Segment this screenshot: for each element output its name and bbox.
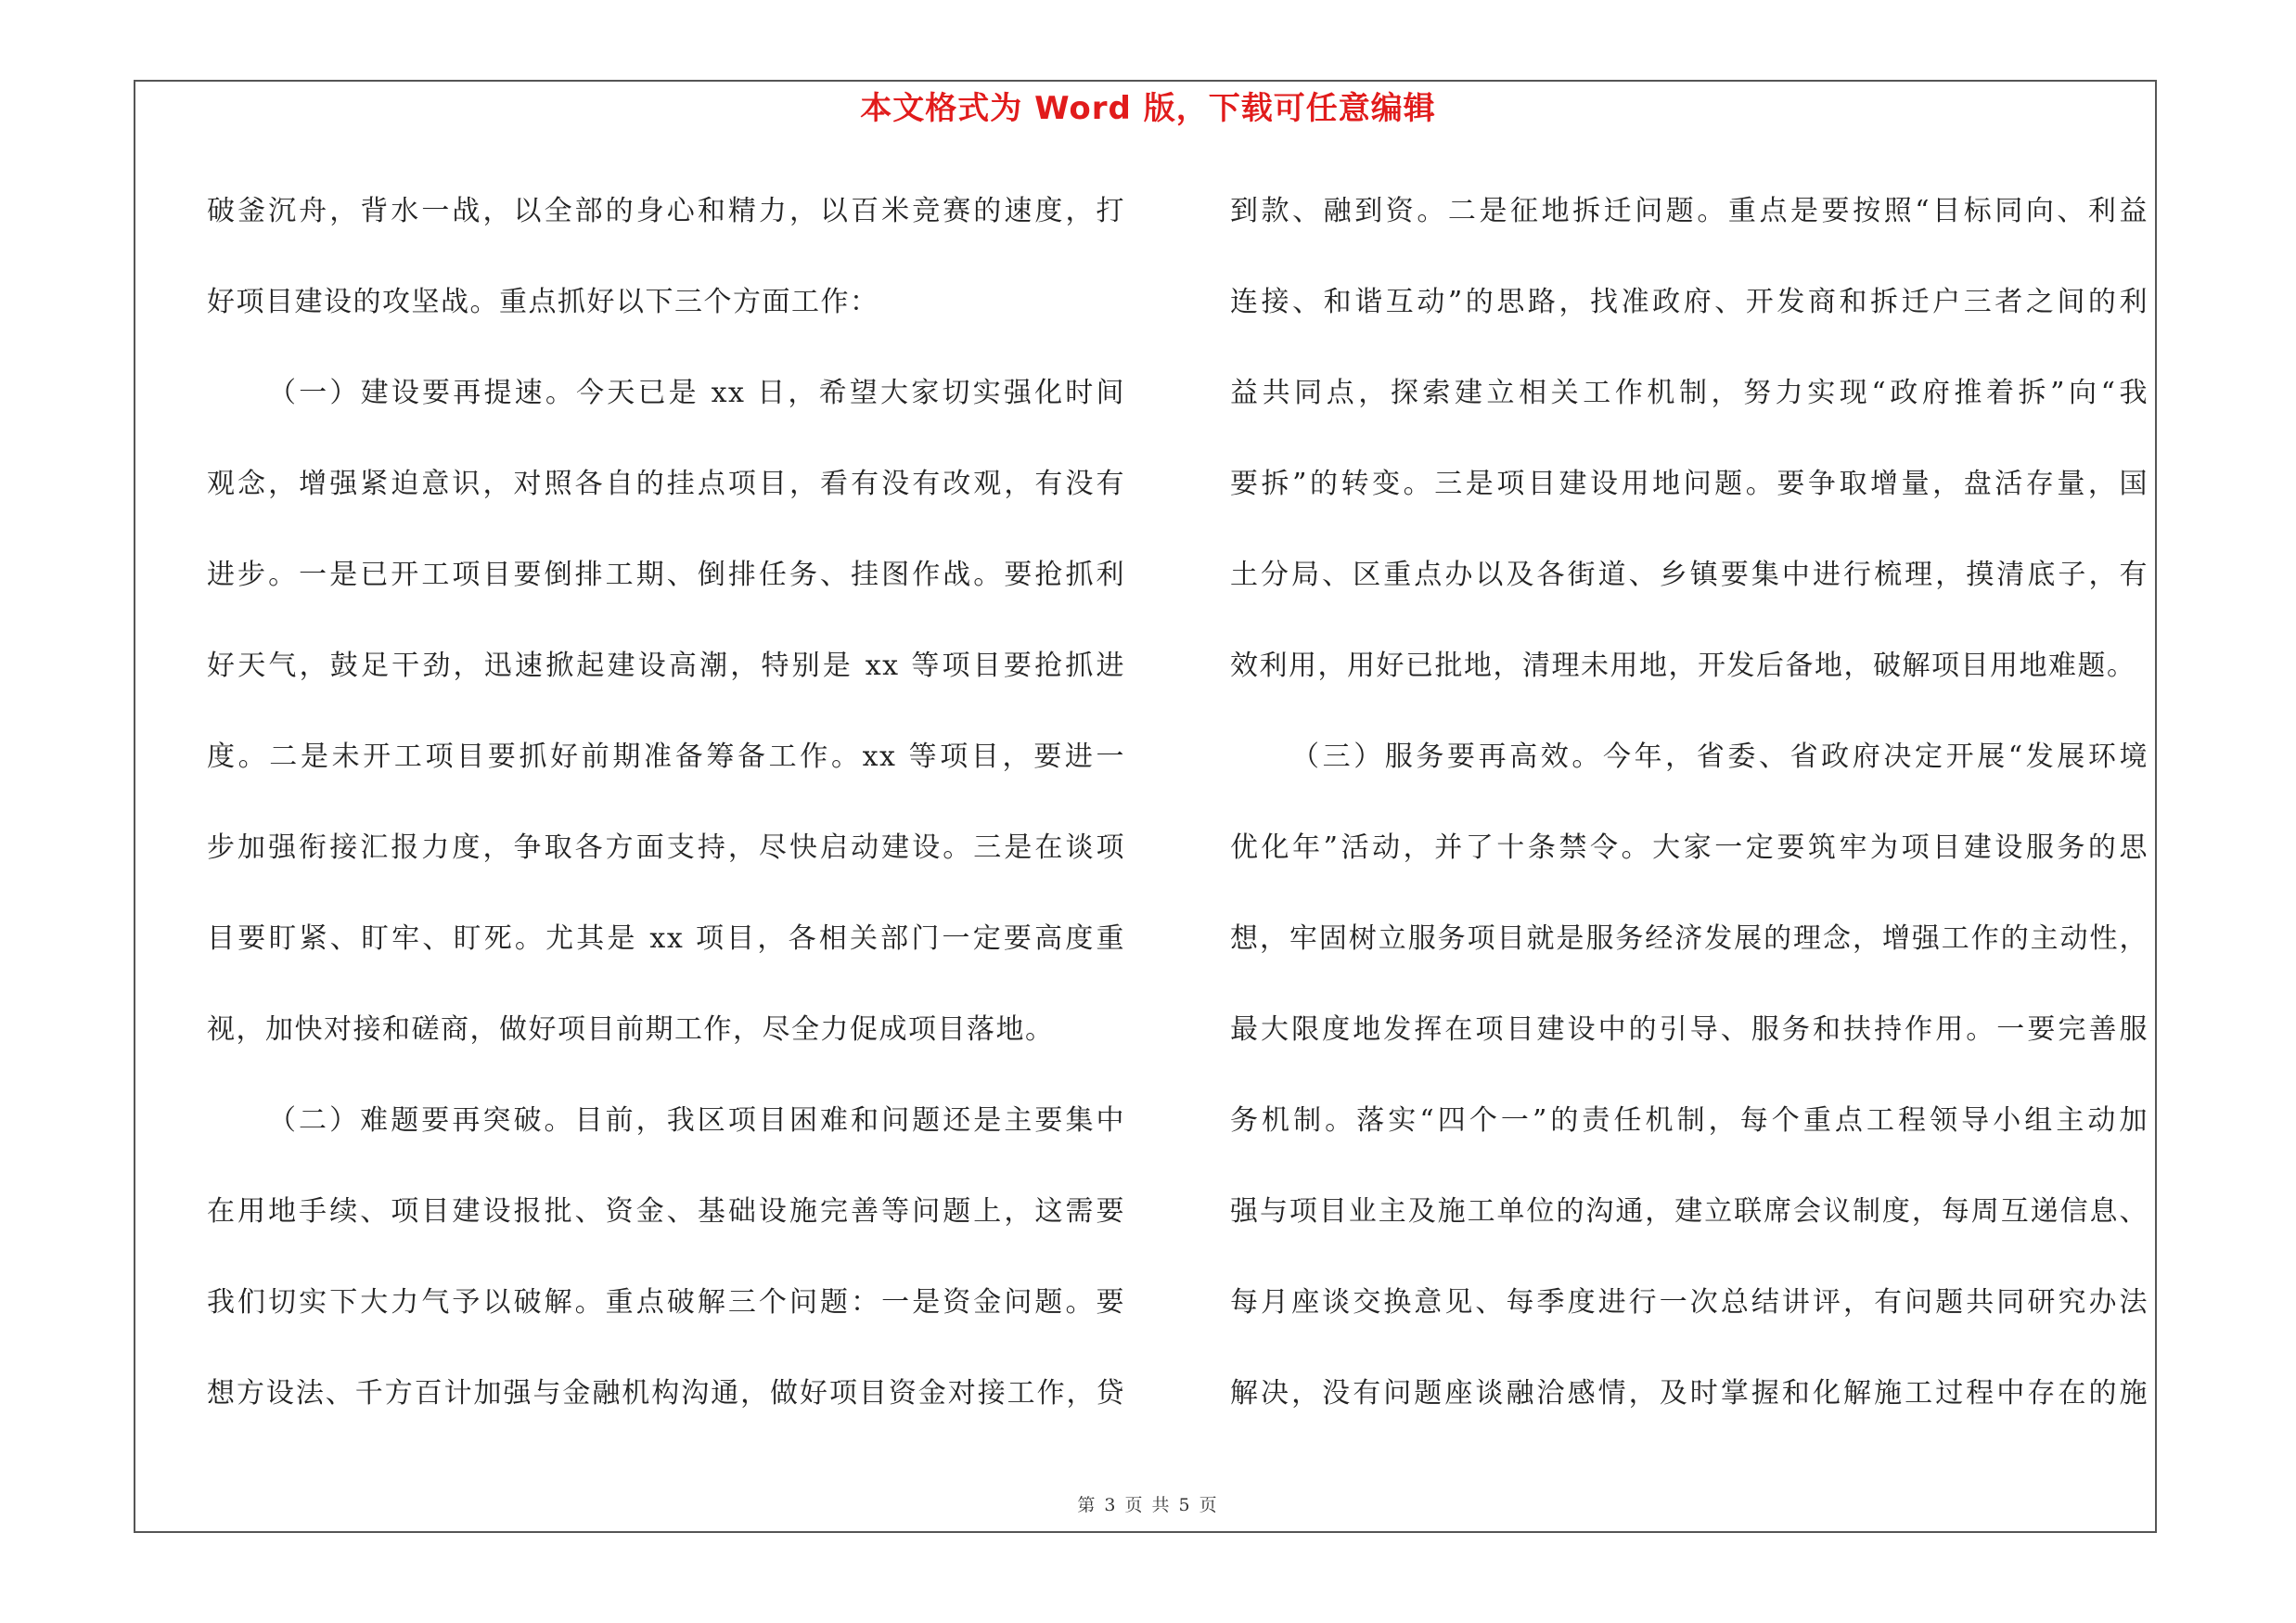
right-text-column <box>1230 184 2148 1457</box>
text-line: 到款、融到资。二是征地拆迁问题。重点是要按照“目标同向、利益 <box>1230 195 2148 227</box>
text-line: 想，牢固树立服务项目就是服务经济发展的理念，增强工作的主动性， <box>1230 922 2148 955</box>
text-line: 好项目建设的攻坚战。重点抓好以下三个方面工作： <box>207 286 879 318</box>
text-line: 优化年”活动，并了十条禁令。大家一定要筑牢为项目建设服务的思 <box>1230 831 2148 864</box>
text-line: 每月座谈交换意见、每季度进行一次总结讲评，有问题共同研究办法 <box>1230 1286 2148 1319</box>
text-line: 度。二是未开工项目要抓好前期准备筹备工作。xx 等项目，要进一 <box>207 741 1125 773</box>
text-line: 最大限度地发挥在项目建设中的引导、服务和扶持作用。一要完善服 <box>1230 1013 2148 1046</box>
paragraph-heading-line: （二）难题要再突破。目前，我区项目困难和问题还是主要集中 <box>268 1104 1125 1137</box>
text-line: 益共同点，探索建立相关工作机制，努力实现“政府推着拆”向“我 <box>1230 377 2148 409</box>
word-format-banner: 本文格式为 Word 版，下载可任意编辑 <box>860 90 1436 127</box>
text-line: 效利用，用好已批地，清理未用地，开发后备地，破解项目用地难题。 <box>1230 650 2136 682</box>
text-line: 破釜沉舟，背水一战，以全部的身心和精力，以百米竞赛的速度，打 <box>207 195 1125 227</box>
text-line: 强与项目业主及施工单位的沟通，建立联席会议制度，每周互递信息、 <box>1230 1195 2148 1228</box>
text-line: 目要盯紧、盯牢、盯死。尤其是 xx 项目，各相关部门一定要高度重 <box>207 922 1125 955</box>
paragraph-heading-line: （三）服务要再高效。今年，省委、省政府决定开展“发展环境 <box>1291 741 2148 773</box>
text-line: 视，加快对接和磋商，做好项目前期工作，尽全力促成项目落地。 <box>207 1013 1055 1046</box>
text-line: 步加强衔接汇报力度，争取各方面支持，尽快启动建设。三是在谈项 <box>207 831 1125 864</box>
text-line: 好天气，鼓足干劲，迅速掀起建设高潮，特别是 xx 等项目要抢抓进 <box>207 650 1125 682</box>
text-line: 解决，没有问题座谈融洽感情，及时掌握和化解施工过程中存在的施 <box>1230 1377 2148 1410</box>
page-number-footer: 第 3 页 共 5 页 <box>1077 1495 1219 1515</box>
text-line: 想方设法、千方百计加强与金融机构沟通，做好项目资金对接工作，贷 <box>207 1377 1125 1410</box>
text-line: 在用地手续、项目建设报批、资金、基础设施完善等问题上，这需要 <box>207 1195 1125 1228</box>
text-line: 连接、和谐互动”的思路，找准政府、开发商和拆迁户三者之间的利 <box>1230 286 2148 318</box>
text-line: 要拆”的转变。三是项目建设用地问题。要争取增量，盘活存量，国 <box>1230 468 2148 500</box>
text-line: 进步。一是已开工项目要倒排工期、倒排任务、挂图作战。要抢抓利 <box>207 559 1125 591</box>
text-line: 土分局、区重点办以及各街道、乡镇要集中进行梳理，摸清底子，有 <box>1230 559 2148 591</box>
text-line: 我们切实下大力气予以破解。重点破解三个问题：一是资金问题。要 <box>207 1286 1125 1319</box>
text-line: 观念，增强紧迫意识，对照各自的挂点项目，看有没有改观，有没有 <box>207 468 1125 500</box>
text-line: 务机制。落实“四个一”的责任机制，每个重点工程领导小组主动加 <box>1230 1104 2148 1137</box>
paragraph-heading-line: （一）建设要再提速。今天已是 xx 日，希望大家切实强化时间 <box>268 377 1125 409</box>
left-text-column <box>207 184 1125 1457</box>
